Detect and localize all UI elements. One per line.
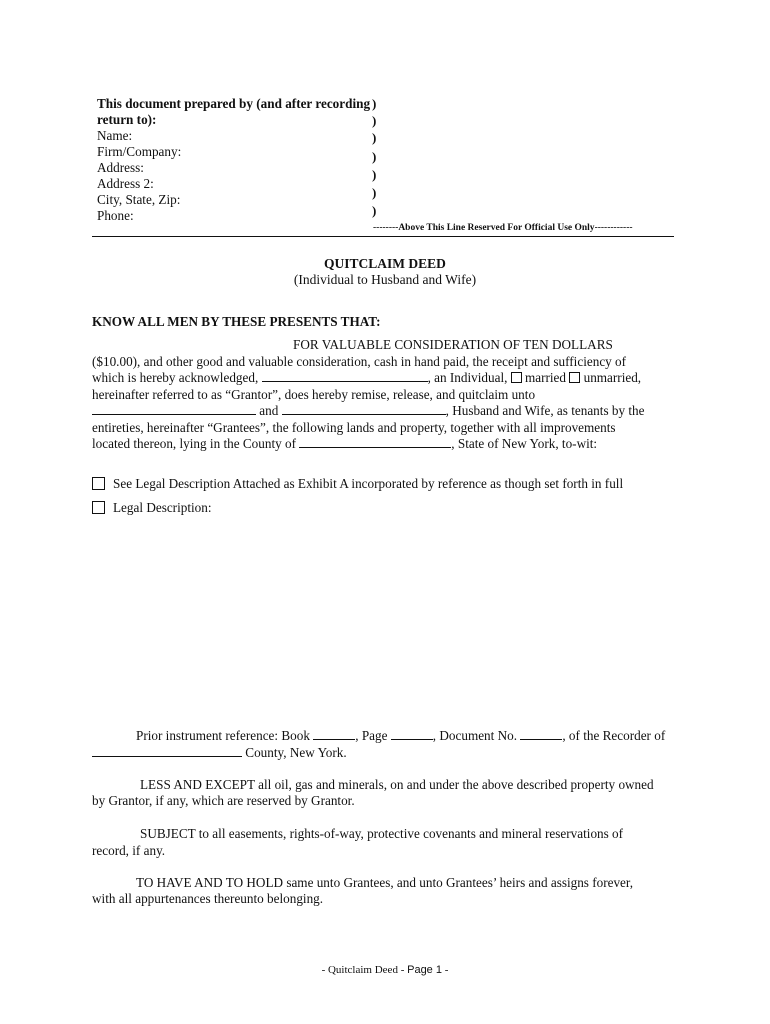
recorder-county-blank[interactable] [92,745,242,757]
unmarried-label: unmarried, [583,370,642,385]
county-blank[interactable] [299,436,451,448]
less-except-line-2: by Grantor, if any, which are reserved by Grantor. [92,793,355,808]
subject-line-1: SUBJECT to all easements, rights-of-way, protective covenants and mineral reservations of [140,826,624,841]
grantee-1-blank[interactable] [92,403,256,415]
reserved-line-label [373,223,633,233]
exhibit-a-label: See Legal Description Attached as Exhibit A incorporated by reference as though set forth in full [113,476,624,491]
exhibit-a-checkbox[interactable] [92,477,105,490]
grantee-2-blank[interactable] [282,403,446,415]
know-all-heading: KNOW ALL MEN BY THESE PRESENTS THAT: [92,314,381,329]
name-label: Name: [97,128,133,143]
consideration-line-2: ($10.00), and other good and valuable consideration, cash in hand paid, the receipt and sufficiency of [92,354,627,369]
document-no-blank[interactable] [520,728,562,740]
husband-wife-text: , Husband and Wife, as tenants by the [445,403,645,418]
state-text: , State of New York, to-wit: [451,436,598,451]
page-text: , Page [355,728,388,743]
unmarried-checkbox[interactable] [569,372,580,383]
prior-instrument-line-1 [136,728,665,744]
to-have-line-2: with all appurtenances thereunto belonging. [92,891,324,906]
less-except-line-1: LESS AND EXCEPT all oil, gas and minerals, on and under the above described property owned [140,777,654,792]
consideration-line-1: FOR VALUABLE CONSIDERATION OF TEN DOLLARS [293,337,613,352]
book-text: Prior instrument reference: Book [136,728,310,743]
page-blank[interactable] [391,728,433,740]
city-state-zip-label: City, State, Zip: [97,192,181,207]
consideration-line-7 [92,436,597,452]
bracket-paren: ) [372,96,377,111]
book-blank[interactable] [313,728,355,740]
footer-dash: - [444,964,449,976]
and-text: and [259,403,279,418]
recorder-text: , of the Recorder of [562,728,666,743]
prepared-by-heading-2: return to): [97,112,157,127]
reserved-suffix: ------------ [594,223,633,233]
subject-line-2: record, if any. [92,843,166,858]
acknowledged-text: which is hereby acknowledged, [92,370,259,385]
bracket-paren: ) [372,167,377,182]
individual-text: , an Individual, [427,370,508,385]
reserved-prefix: -------- [373,223,399,233]
bracket-paren: ) [372,130,377,145]
bracket-paren: ) [372,149,377,164]
married-checkbox[interactable] [511,372,522,383]
legal-description-checkbox[interactable] [92,501,105,514]
county-text: located thereon, lying in the County of [92,436,296,451]
consideration-line-3 [92,370,641,386]
document-title: QUITCLAIM DEED [324,256,446,271]
prior-instrument-line-2 [92,745,347,761]
reserved-divider [92,236,674,237]
bracket-paren: ) [372,113,377,128]
phone-label: Phone: [97,208,134,223]
footer-doc-name: - Quitclaim Deed - [321,964,405,976]
document-subtitle: (Individual to Husband and Wife) [293,272,477,287]
reserved-text: Above This Line Reserved For Official Use Only [398,223,595,233]
page-footer [0,964,770,976]
prepared-by-heading-1: This document prepared by (and after recording [97,96,371,111]
legal-description-label: Legal Description: [113,500,212,515]
consideration-line-4: hereinafter referred to as “Grantor”, does hereby remise, release, and quitclaim unto [92,387,536,402]
county-new-york-text: County, New York. [245,745,347,760]
to-have-line-1: TO HAVE AND TO HOLD same unto Grantees, and unto Grantees’ heirs and assigns forever, [136,875,634,890]
married-label: married [525,370,567,385]
address2-label: Address 2: [97,176,154,191]
footer-page-number: Page 1 [407,964,442,976]
consideration-line-5 [92,403,644,419]
firm-label: Firm/Company: [97,144,182,159]
bracket-paren: ) [372,203,377,218]
address-label: Address: [97,160,144,175]
bracket-paren: ) [372,185,377,200]
document-no-text: , Document No. [432,728,518,743]
grantor-name-blank[interactable] [262,370,428,382]
consideration-line-6: entireties, hereinafter “Grantees”, the following lands and property, together with all improvements [92,420,616,435]
